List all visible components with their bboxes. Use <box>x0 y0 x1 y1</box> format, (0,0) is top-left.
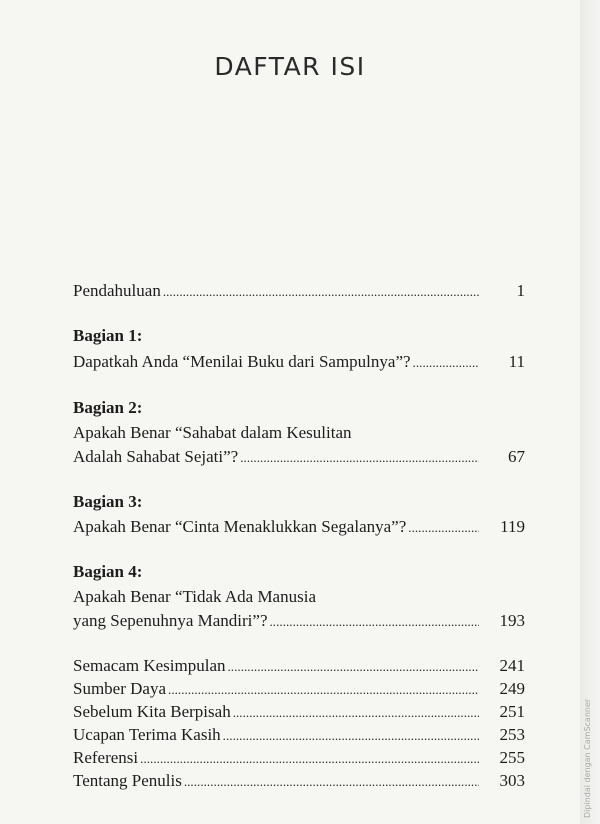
dot-leader <box>270 611 480 631</box>
toc-entry-label: Semacam Kesimpulan <box>73 656 226 675</box>
toc-entry-bagian-2 <box>73 447 525 467</box>
toc-entry-label: Sumber Daya <box>73 679 167 698</box>
dot-leader <box>413 352 479 372</box>
toc-entry-pendahuluan <box>73 281 525 301</box>
toc-entry-line: Apakah Benar “Tidak Ada Manusia <box>73 587 316 606</box>
toc-page-number: 1 <box>516 281 525 300</box>
toc-entry-label: Apakah Benar “Cinta Menaklukkan Segalanya”? <box>73 517 407 536</box>
toc-entry-label: yang Sepenuhnya Mandiri”? <box>73 611 268 630</box>
dot-leader <box>184 771 479 791</box>
toc-entry-sumber-daya <box>73 679 525 699</box>
toc-entry-ucapan-terima-kasih <box>73 725 525 745</box>
toc-page-number: 303 <box>499 771 525 790</box>
dot-leader <box>228 656 480 676</box>
toc-entry-label: Tentang Penulis <box>73 771 182 790</box>
watermark-text: Dipindai dengan CamScanner <box>583 698 592 818</box>
scanner-watermark <box>583 690 595 820</box>
toc-page-number: 251 <box>499 702 525 721</box>
toc-entry-sebelum-kita-berpisah <box>73 702 525 722</box>
toc-entry-line: Apakah Benar “Sahabat dalam Kesulitan <box>73 423 352 442</box>
toc-page-number: 67 <box>508 447 525 466</box>
dot-leader <box>223 725 479 745</box>
dot-leader <box>140 748 479 768</box>
toc-entry-bagian-4 <box>73 611 525 631</box>
section-heading-bagian-3: Bagian 3: <box>73 492 143 511</box>
section-heading-bagian-1: Bagian 1: <box>73 326 143 345</box>
toc-page-number: 241 <box>499 656 525 675</box>
dot-leader <box>168 679 479 699</box>
toc-entry-semacam-kesimpulan <box>73 656 525 676</box>
toc-entry-label: Dapatkah Anda “Menilai Buku dari Sampulnya”? <box>73 352 411 371</box>
toc-page-number: 253 <box>499 725 525 744</box>
dot-leader <box>163 281 479 301</box>
toc-entry-label: Sebelum Kita Berpisah <box>73 702 231 721</box>
dot-leader <box>240 447 479 467</box>
toc-page-number: 249 <box>499 679 525 698</box>
toc-page-number: 193 <box>499 611 525 630</box>
toc-page-number: 255 <box>499 748 525 767</box>
toc-entry-referensi <box>73 748 525 768</box>
toc-entry-tentang-penulis <box>73 771 525 791</box>
toc-page-number: 11 <box>508 352 525 371</box>
toc-page-number: 119 <box>500 517 525 536</box>
section-heading-bagian-2: Bagian 2: <box>73 398 143 417</box>
toc-entry-label: Adalah Sahabat Sejati”? <box>73 447 239 466</box>
toc-entry-label: Referensi <box>73 748 139 767</box>
toc-entry-label: Pendahuluan <box>73 281 161 300</box>
section-heading-bagian-4: Bagian 4: <box>73 562 143 581</box>
dot-leader <box>408 517 479 537</box>
page-title: DAFTAR ISI <box>214 52 366 81</box>
toc-entry-bagian-1 <box>73 352 525 372</box>
dot-leader <box>233 702 479 722</box>
toc-entry-bagian-3 <box>73 517 525 537</box>
toc-entry-label: Ucapan Terima Kasih <box>73 725 221 744</box>
